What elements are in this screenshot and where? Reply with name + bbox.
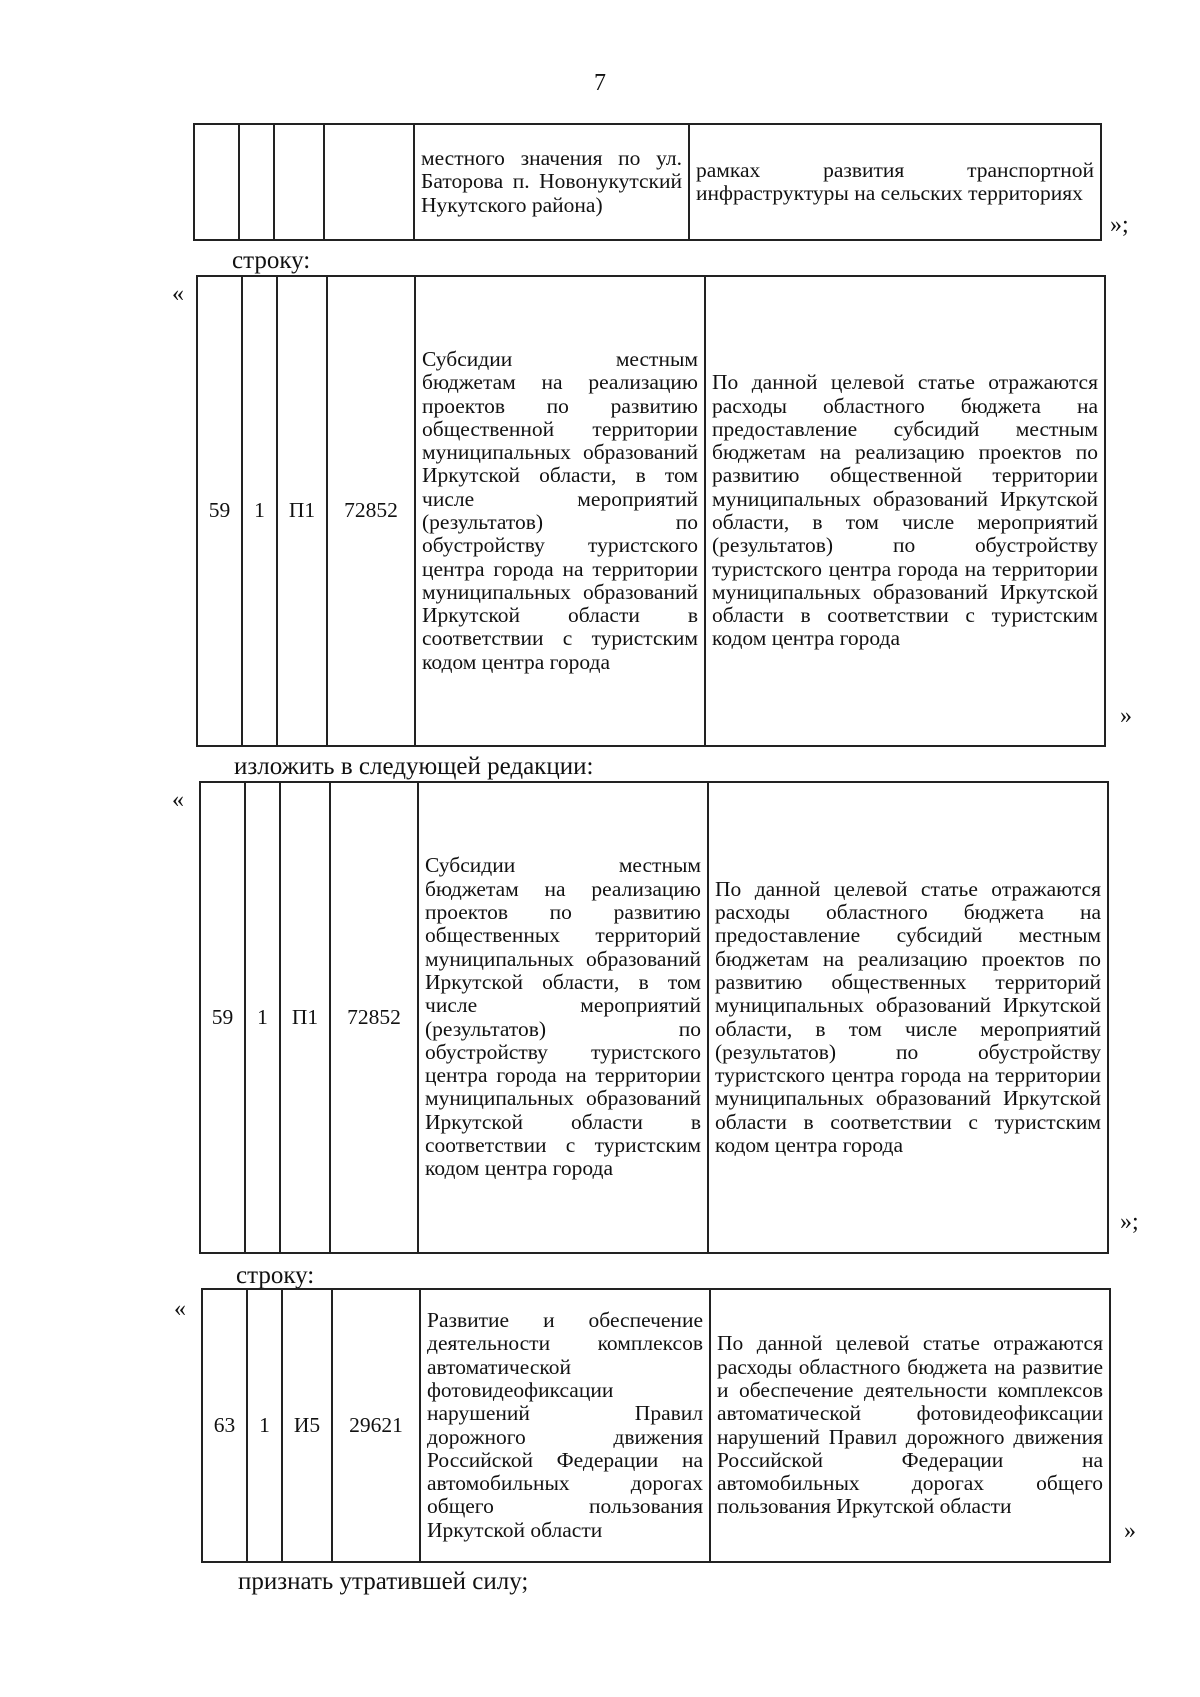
- table-row-63: [201, 1288, 1111, 1563]
- cell-name: Субсидии местным бюджетам на реализацию проектов по развитию общественной территории муниципальных образований Иркутской области, в том числе мероприятий (результатов) по обустройству туристского центра города на территории муниципальных образований Иркутской области в соответствии с туристским кодом центра города: [415, 276, 705, 746]
- cell-code: [324, 124, 414, 240]
- instruction-label: строку:: [232, 247, 311, 274]
- cell-name: Субсидии местным бюджетам на реализацию проектов по развитию общественных территорий муниципальных образований Иркутской области, в том числе мероприятий (результатов) по обустройству туристского центра города на территории муниципальных образований Иркутской области в соответствии с туристским кодом центра города: [418, 782, 708, 1253]
- opening-quote: «: [172, 281, 184, 307]
- cell-program: П1: [280, 782, 330, 1253]
- instruction-label: строку:: [236, 1262, 315, 1289]
- closing-quote: »;: [1120, 1209, 1139, 1235]
- cell-code: 72852: [330, 782, 418, 1253]
- cell-description: По данной целевой статье отражаются расходы областного бюджета на предоставление субсидий местным бюджетам на реализацию проектов по развитию общественных территорий муниципальных образований Иркутской области, в том числе мероприятий (результатов) по обустройству туристского центра города на территории муниципальных образований Иркутской области в соответствии с туристским кодом центра города: [708, 782, 1108, 1253]
- table-row: [200, 782, 1108, 1253]
- table-old-row-59: [196, 275, 1106, 747]
- table-fragment-top: [193, 123, 1102, 241]
- cell-subsection: 1: [245, 782, 280, 1253]
- closing-quote: »: [1124, 1518, 1136, 1544]
- cell-subsection: 1: [242, 276, 277, 746]
- opening-quote: «: [172, 787, 184, 813]
- table-row: [197, 276, 1105, 746]
- cell-name: Развитие и обеспечение деятельности комплексов автоматической фотовидеофиксации нарушений Правил дорожного движения Российской Федерации на автомобильных дорогах общего пользования Иркутской области: [420, 1289, 710, 1562]
- cell-subsection: 1: [247, 1289, 282, 1562]
- cell-program: П1: [277, 276, 327, 746]
- table-row: [194, 124, 1101, 240]
- table-row: [202, 1289, 1110, 1562]
- cell-description: По данной целевой статье отражаются расходы областного бюджета на развитие и обеспечение деятельности комплексов автоматической фотовидеофиксации нарушений Правил дорожного движения Российской Федерации на автомобильных дорогах общего пользования Иркутской области: [710, 1289, 1110, 1562]
- cell-section: [194, 124, 239, 240]
- cell-code: 72852: [327, 276, 415, 746]
- cell-subsection: [239, 124, 274, 240]
- cell-description: По данной целевой статье отражаются расходы областного бюджета на предоставление субсидий местным бюджетам на реализацию проектов по развитию общественной территории муниципальных образований Иркутской области, в том числе мероприятий (результатов) по обустройству туристского центра города на территории муниципальных образований Иркутской области в соответствии с туристским кодом центра города: [705, 276, 1105, 746]
- cell-program: [274, 124, 324, 240]
- cell-code: 29621: [332, 1289, 420, 1562]
- cell-section: 59: [197, 276, 242, 746]
- cell-description: рамках развития транспортной инфраструктуры на сельских территориях: [689, 124, 1101, 240]
- table-new-row-59: [199, 781, 1109, 1254]
- page-number: 7: [594, 70, 606, 96]
- instruction-label: признать утратившей силу;: [238, 1568, 529, 1595]
- closing-quote: »: [1120, 703, 1132, 729]
- cell-section: 59: [200, 782, 245, 1253]
- cell-section: 63: [202, 1289, 247, 1562]
- instruction-label: изложить в следующей редакции:: [234, 753, 594, 780]
- cell-program: И5: [282, 1289, 332, 1562]
- cell-name: местного значения по ул. Баторова п. Новонукутский Нукутского района): [414, 124, 689, 240]
- opening-quote: «: [174, 1296, 186, 1322]
- closing-quote: »;: [1110, 212, 1129, 238]
